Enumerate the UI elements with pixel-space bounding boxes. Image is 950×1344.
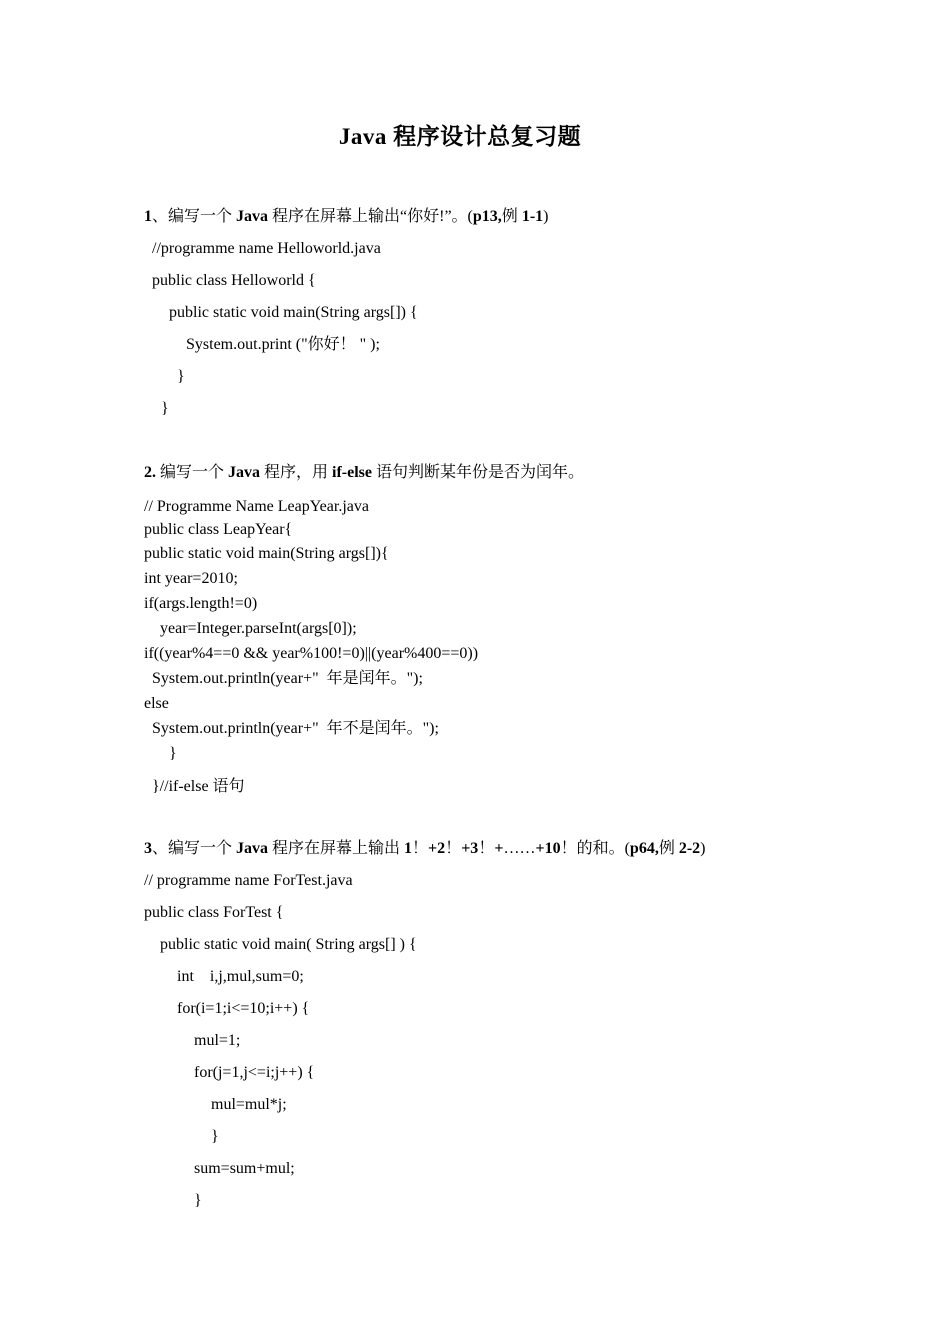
code-line: int year=2010; (144, 570, 238, 587)
code-line: // Programme Name LeapYear.java (144, 498, 369, 515)
code-line: public class LeapYear{ (144, 521, 293, 538)
code-line: }//if-else 语句 (152, 778, 245, 795)
code-line: for(j=1,j<=i;j++) { (194, 1064, 315, 1081)
page-title: Java 程序设计总复习题 (338, 124, 582, 149)
code-line: public static void main(String args[]) { (169, 304, 418, 321)
code-line: public static void main( String args[] ) { (160, 936, 417, 953)
code-line: //programme name Helloworld.java (152, 240, 381, 257)
code-line: public class ForTest { (144, 904, 284, 921)
code-line: public static void main(String args[]){ (144, 545, 389, 562)
code-line: } (211, 1128, 219, 1145)
code-line: int i,j,mul,sum=0; (177, 968, 304, 985)
code-line: year=Integer.parseInt(args[0]); (160, 620, 357, 637)
code-line: for(i=1;i<=10;i++) { (177, 1000, 310, 1017)
code-line: } (177, 368, 185, 385)
question-3-heading: 3、编写一个 Java 程序在屏幕上输出 1！+2！+3！+……+10！的和。(p64,例 2-2) (144, 840, 706, 857)
code-line: if(args.length!=0) (144, 595, 258, 612)
code-line: System.out.println(year+" 年是闰年。"); (152, 670, 423, 687)
code-line: } (161, 400, 169, 417)
code-line: System.out.println(year+" 年不是闰年。"); (152, 720, 439, 737)
code-line: public class Helloworld { (152, 272, 316, 289)
code-line: } (194, 1192, 202, 1209)
code-line: // programme name ForTest.java (144, 872, 353, 889)
code-line: sum=sum+mul; (194, 1160, 295, 1177)
question-1-heading: 1、编写一个 Java 程序在屏幕上输出“你好!”。(p13,例 1-1) (144, 208, 549, 225)
question-2-heading: 2. 编写一个 Java 程序，用 if-else 语句判断某年份是否为闰年。 (144, 464, 585, 481)
code-line: mul=mul*j; (211, 1096, 287, 1113)
code-line: System.out.print ("你好！ " ); (186, 336, 380, 353)
code-line: if((year%4==0 && year%100!=0)||(year%400==0)) (144, 645, 479, 662)
code-line: mul=1; (194, 1032, 241, 1049)
code-line: else (144, 695, 169, 712)
code-line: } (169, 745, 177, 762)
